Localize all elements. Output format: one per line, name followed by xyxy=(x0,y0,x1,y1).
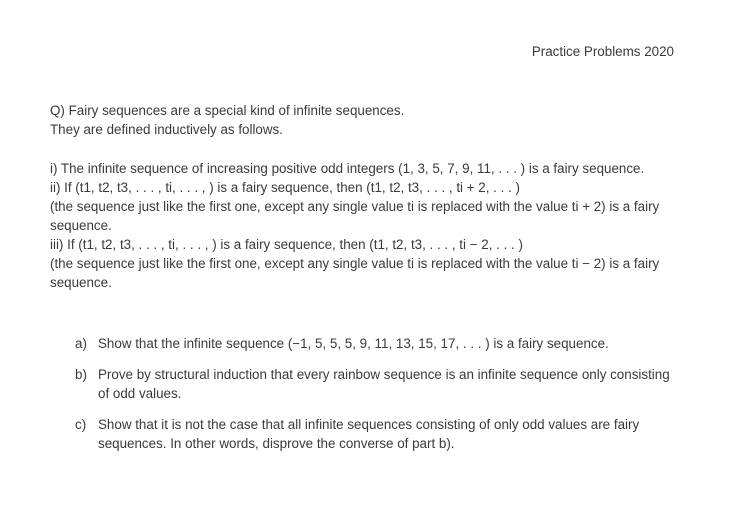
part-c-text: Show that it is not the case that all infinite sequences consisting of only odd values are fairy sequences. In other words, disprove the converse of part b). xyxy=(98,417,640,451)
part-b xyxy=(75,365,675,403)
question-parts-list xyxy=(75,334,675,465)
rule-minus-two: iii) If (t1, t2, t3, . . . , ti, . . . , ) is a fairy sequence, then (t1, t2, t3, . . . , ti − 2, . . . ) xyxy=(50,237,523,252)
part-c xyxy=(75,415,675,453)
part-a-letter: a) xyxy=(75,336,87,351)
part-b-text: Prove by structural induction that every rainbow sequence is an infinite sequence only consisting of odd values. xyxy=(98,367,670,401)
rule-minus-two-note: (the sequence just like the first one, except any single value ti is replaced with the value ti − 2) is a fairy sequence. xyxy=(50,256,660,290)
question-line-2: They are defined inductively as follows. xyxy=(50,122,283,137)
rule-plus-two-note: (the sequence just like the first one, except any single value ti is replaced with the value ti + 2) is a fairy sequence. xyxy=(50,199,660,233)
part-b-letter: b) xyxy=(75,367,87,382)
page-header-title: Practice Problems 2020 xyxy=(531,44,674,59)
rule-base: i) The infinite sequence of increasing positive odd integers (1, 3, 5, 7, 9, 11, . . . ) is a fairy sequence. xyxy=(50,161,645,176)
part-a xyxy=(75,334,675,353)
part-c-letter: c) xyxy=(75,417,87,432)
part-a-text: Show that the infinite sequence (−1, 5, 5, 5, 9, 11, 13, 15, 17, . . . ) is a fairy sequence. xyxy=(98,336,609,351)
rule-plus-two: ii) If (t1, t2, t3, . . . , ti, . . . , ) is a fairy sequence, then (t1, t2, t3, . . . , ti + 2, . . . ) xyxy=(50,180,520,195)
question-intro xyxy=(50,101,690,139)
definition-rules xyxy=(50,159,690,292)
question-line-1: Q) Fairy sequences are a special kind of infinite sequences. xyxy=(50,103,405,118)
